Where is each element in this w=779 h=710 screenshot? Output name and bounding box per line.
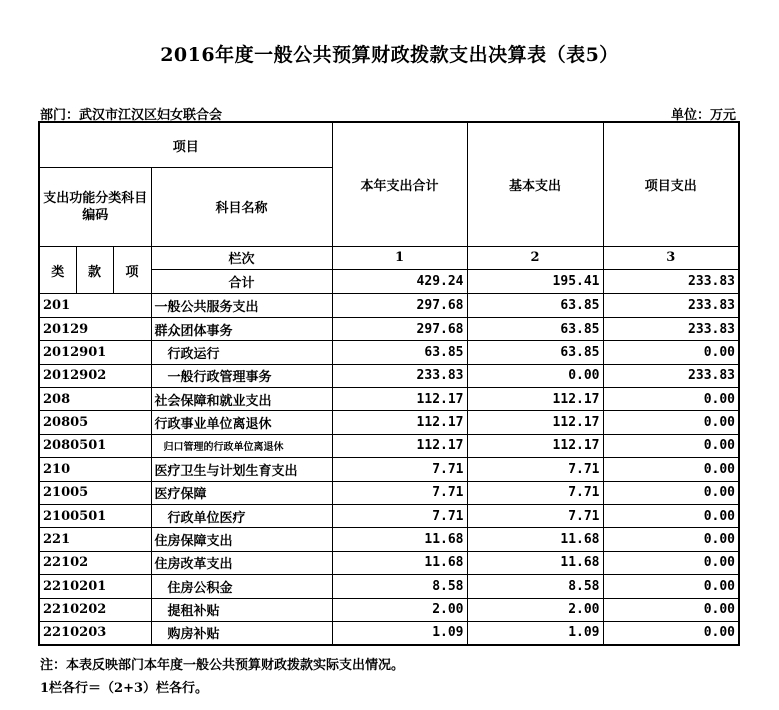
row-name: 提租补贴 [151, 598, 332, 621]
row-project: 0.00 [603, 481, 739, 504]
col-index-1: 1 [332, 246, 467, 269]
row-project: 0.00 [603, 504, 739, 527]
sum-basic: 195.41 [467, 270, 603, 294]
table-row [39, 575, 739, 598]
table-row [39, 341, 739, 364]
row-total: 11.68 [332, 528, 467, 551]
row-name: 群众团体事务 [151, 317, 332, 340]
header-project-expense: 项目支出 [603, 122, 739, 246]
row-total: 112.17 [332, 411, 467, 434]
table-row [39, 411, 739, 434]
row-code: 20805 [39, 411, 151, 434]
row-total: 63.85 [332, 341, 467, 364]
row-project: 0.00 [603, 551, 739, 574]
row-project: 233.83 [603, 294, 739, 317]
row-total: 112.17 [332, 434, 467, 457]
row-basic: 0.00 [467, 364, 603, 387]
row-project: 233.83 [603, 317, 739, 340]
table-row [39, 294, 739, 317]
row-code: 221 [39, 528, 151, 551]
row-total: 7.71 [332, 481, 467, 504]
table-row [39, 598, 739, 621]
row-basic: 63.85 [467, 294, 603, 317]
row-code: 22102 [39, 551, 151, 574]
row-name: 购房补贴 [151, 621, 332, 645]
row-name: 行政单位医疗 [151, 504, 332, 527]
row-total: 11.68 [332, 551, 467, 574]
table-row [39, 528, 739, 551]
unit-label: 单位：万元 [670, 108, 736, 123]
row-code: 210 [39, 458, 151, 481]
table-row [39, 504, 739, 527]
row-basic: 63.85 [467, 317, 603, 340]
row-code: 2210201 [39, 575, 151, 598]
row-code: 20129 [39, 317, 151, 340]
row-code: 2080501 [39, 434, 151, 457]
row-code: 2210202 [39, 598, 151, 621]
col-index-3: 3 [603, 246, 739, 269]
table-row [39, 434, 739, 457]
row-project: 0.00 [603, 621, 739, 645]
row-basic: 11.68 [467, 551, 603, 574]
header-lei: 类 [39, 246, 76, 294]
expenditure-table [38, 121, 740, 646]
row-code: 21005 [39, 481, 151, 504]
table-row [39, 317, 739, 340]
row-project: 0.00 [603, 458, 739, 481]
row-name: 归口管理的行政单位离退休 [151, 434, 332, 457]
row-total: 2.00 [332, 598, 467, 621]
row-project: 233.83 [603, 364, 739, 387]
header-subject-name: 科目名称 [151, 168, 332, 246]
row-code: 2012901 [39, 341, 151, 364]
row-code: 201 [39, 294, 151, 317]
sum-total: 429.24 [332, 270, 467, 294]
row-basic: 7.71 [467, 504, 603, 527]
row-basic: 2.00 [467, 598, 603, 621]
row-basic: 1.09 [467, 621, 603, 645]
row-basic: 112.17 [467, 434, 603, 457]
header-lanci: 栏次 [151, 246, 332, 269]
row-name: 住房改革支出 [151, 551, 332, 574]
footnote-2: 1栏各行＝（2+3）栏各行。 [40, 681, 209, 696]
row-total: 297.68 [332, 294, 467, 317]
table-row [39, 481, 739, 504]
row-name: 医疗保障 [151, 481, 332, 504]
row-project: 0.00 [603, 387, 739, 410]
col-index-2: 2 [467, 246, 603, 269]
header-project: 项目 [39, 122, 332, 168]
row-name: 行政运行 [151, 341, 332, 364]
header-kuan: 款 [76, 246, 113, 294]
row-basic: 112.17 [467, 387, 603, 410]
row-basic: 112.17 [467, 411, 603, 434]
row-name: 行政事业单位离退休 [151, 411, 332, 434]
row-total: 1.09 [332, 621, 467, 645]
sum-project: 233.83 [603, 270, 739, 294]
row-total: 8.58 [332, 575, 467, 598]
row-name: 一般行政管理事务 [151, 364, 332, 387]
row-name: 社会保障和就业支出 [151, 387, 332, 410]
row-project: 0.00 [603, 575, 739, 598]
table-row [39, 458, 739, 481]
row-code: 2210203 [39, 621, 151, 645]
header-total: 本年支出合计 [332, 122, 467, 246]
row-code: 208 [39, 387, 151, 410]
table-row [39, 621, 739, 645]
row-name: 住房公积金 [151, 575, 332, 598]
row-basic: 7.71 [467, 458, 603, 481]
row-basic: 7.71 [467, 481, 603, 504]
row-code: 2100501 [39, 504, 151, 527]
row-total: 112.17 [332, 387, 467, 410]
row-basic: 8.58 [467, 575, 603, 598]
row-total: 7.71 [332, 504, 467, 527]
row-project: 0.00 [603, 434, 739, 457]
header-xiang: 项 [113, 246, 151, 294]
table-row [39, 364, 739, 387]
row-code: 2012902 [39, 364, 151, 387]
row-basic: 11.68 [467, 528, 603, 551]
row-project: 0.00 [603, 411, 739, 434]
row-name: 医疗卫生与计划生育支出 [151, 458, 332, 481]
row-total: 7.71 [332, 458, 467, 481]
table-row [39, 551, 739, 574]
row-name: 一般公共服务支出 [151, 294, 332, 317]
department-label: 部门：武汉市江汉区妇女联合会 [40, 108, 223, 123]
row-project: 0.00 [603, 598, 739, 621]
row-project: 0.00 [603, 341, 739, 364]
header-func-code: 支出功能分类科目编码 [39, 168, 151, 246]
header-basic: 基本支出 [467, 122, 603, 246]
report-title: 2016年度一般公共预算财政拨款支出决算表（表5） [160, 44, 619, 66]
row-total: 297.68 [332, 317, 467, 340]
footnote-1: 注：本表反映部门本年度一般公共预算财政拨款实际支出情况。 [40, 658, 405, 673]
row-total: 233.83 [332, 364, 467, 387]
row-name: 住房保障支出 [151, 528, 332, 551]
table-row [39, 387, 739, 410]
row-project: 0.00 [603, 528, 739, 551]
row-basic: 63.85 [467, 341, 603, 364]
sum-label: 合计 [151, 270, 332, 294]
